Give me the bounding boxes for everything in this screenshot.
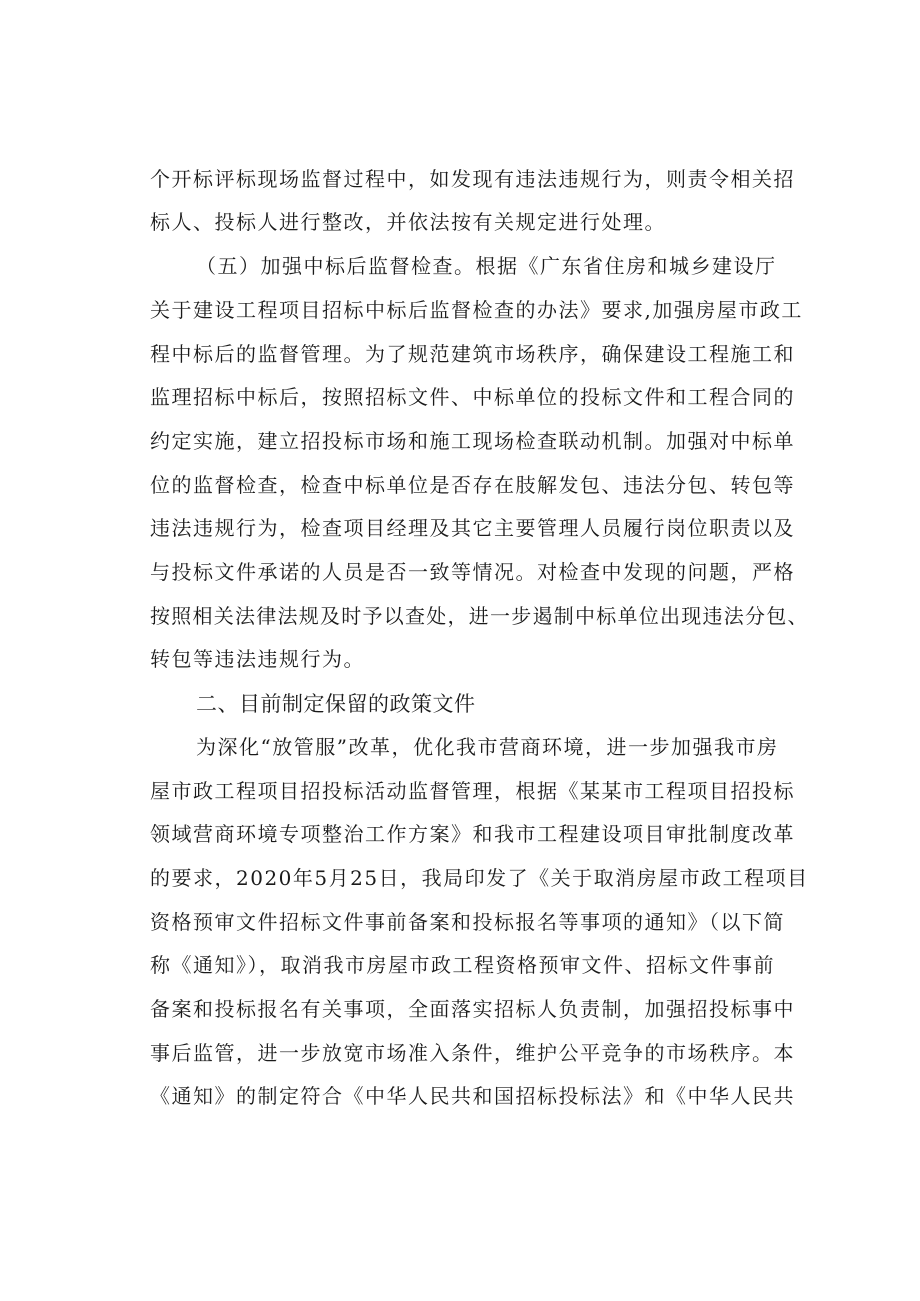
body-line: 标人、投标人进行整改，并依法按有关规定进行处理。 — [150, 210, 666, 234]
body-line: 领域营商环境专项整治工作方案》和我市工程建设项目审批制度改革 — [150, 822, 795, 846]
body-line: 约定实施，建立招投标市场和施工现场检查联动机制。加强对中标单 — [150, 429, 795, 453]
body-line: 屋市政工程项目招投标活动监督管理，根据《某某市工程项目招投标 — [150, 779, 795, 803]
body-line: 与投标文件承诺的人员是否一致等情况。对检查中发现的问题，严格 — [150, 560, 795, 584]
body-line: 按照相关法律法规及时予以查处，进一步遏制中标单位出现违法分包、 — [150, 604, 809, 628]
body-line: 位的监督检查，检查中标单位是否存在肢解发包、违法分包、转包等 — [150, 473, 795, 497]
body-line: 《通知》的制定符合《中华人民共和国招标投标法》和《中华人民共 — [150, 1084, 795, 1108]
body-line: 个开标评标现场监督过程中，如发现有违法违规行为，则责令相关招 — [150, 167, 795, 191]
body-line: 事后监管，进一步放宽市场准入条件，维护公平竞争的市场秩序。本 — [150, 1041, 795, 1065]
body-line: 备案和投标报名有关事项，全面落实招标人负责制，加强招投标事中 — [150, 997, 795, 1021]
body-line: 资格预审文件招标文件事前备案和投标报名等事项的通知》（以下简 — [150, 910, 785, 934]
body-line: 违法违规行为，检查项目经理及其它主要管理人员履行岗位职责以及 — [150, 516, 795, 540]
body-line: 称《通知》），取消我市房屋市政工程资格预审文件、招标文件事前 — [150, 953, 775, 977]
section-heading: 二、目前制定保留的政策文件 — [196, 692, 476, 716]
body-line: 监理招标中标后，按照招标文件、中标单位的投标文件和工程合同的 — [150, 385, 795, 409]
body-line: 为深化“放管服”改革，优化我市营商环境，进一步加强我市房 — [196, 735, 779, 759]
body-line: 转包等违法违规行为。 — [150, 647, 365, 671]
body-line: （五）加强中标后监督检查。根据《广东省住房和城乡建设厅 — [196, 254, 777, 278]
body-line: 程中标后的监督管理。为了规范建筑市场秩序，确保建设工程施工和 — [150, 342, 795, 366]
body-line: 关于建设工程项目招标中标后监督检查的办法》要求,加强房屋市政工 — [150, 298, 803, 322]
body-line: 的要求，2020年5月25日，我局印发了《关于取消房屋市政工程项目 — [150, 866, 809, 890]
